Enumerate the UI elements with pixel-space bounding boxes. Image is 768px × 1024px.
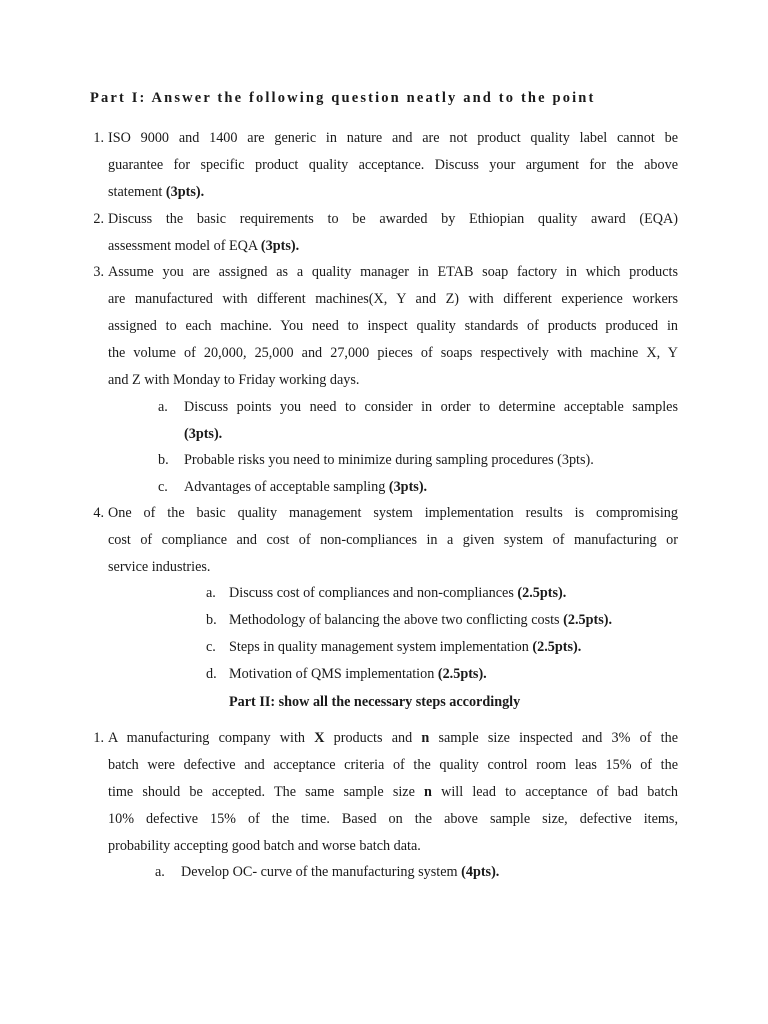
sub-question-letter: b. — [158, 452, 169, 468]
question-text: A manufacturing company with — [108, 730, 315, 746]
points-label: (3pts). — [388, 479, 428, 495]
question-line — [108, 179, 678, 206]
question-3a — [158, 394, 678, 448]
points-label: (3pts). — [165, 184, 205, 200]
points-label: (2.5pts). — [517, 585, 567, 601]
question-4a — [206, 580, 678, 607]
sub-question-line: Probable risks you need to minimize during sampling procedures (3pts). — [184, 452, 594, 468]
points-label: (3pts). — [260, 238, 300, 254]
variable-n: n — [424, 784, 432, 800]
question-line: One of the basic quality management system implementation results is compromising — [108, 505, 678, 521]
sub-question-letter: a. — [158, 399, 168, 415]
sub-question-line — [229, 580, 678, 607]
sub-question-text: Discuss cost of compliances and non-compliances — [229, 585, 518, 601]
question-line: batch were defective and acceptance criteria of the quality control room leas 15% of the — [108, 757, 678, 773]
question-4b — [206, 607, 678, 634]
sub-question-line — [229, 634, 678, 661]
variable-n: n — [421, 730, 430, 746]
question-line — [108, 779, 678, 806]
question-text: sample size inspected and 3% of the — [429, 730, 679, 746]
sub-question-letter: c. — [206, 639, 216, 655]
sub-question-letter: d. — [206, 666, 217, 682]
question-number: 1. — [93, 130, 104, 146]
sub-question-line — [184, 421, 678, 448]
question-1 — [93, 125, 678, 206]
sub-question-text: Develop OC- curve of the manufacturing system — [181, 864, 462, 880]
variable-x: X — [314, 730, 325, 746]
question-line — [108, 725, 678, 752]
part2-question-1 — [93, 725, 679, 860]
sub-question-letter: b. — [206, 612, 217, 628]
points-label: (3pts). — [184, 426, 223, 442]
question-line: and Z with Monday to Friday working days. — [108, 372, 360, 388]
question-text: time should be accepted. The same sample size — [108, 784, 425, 800]
part1-heading: Part I: Answer the following question neatly and to the point — [90, 90, 596, 106]
question-line: ISO 9000 and 1400 are generic in nature and are not product quality label cannot be — [108, 130, 678, 146]
question-3b — [158, 447, 678, 474]
question-line: Discuss the basic requirements to be awarded by Ethiopian quality award (EQA) — [108, 211, 678, 227]
part2-question-1a — [155, 859, 675, 886]
sub-question-line: Discuss points you need to consider in order to determine acceptable samples — [184, 399, 678, 415]
sub-question-letter: a. — [206, 585, 216, 601]
question-text: will lead to acceptance of bad batch — [431, 784, 678, 800]
question-line: service industries. — [108, 559, 211, 575]
sub-question-line — [181, 859, 675, 886]
question-line: cost of compliance and cost of non-compliances in a given system of manufacturing or — [108, 532, 678, 548]
sub-question-text: Methodology of balancing the above two conflicting costs — [229, 612, 564, 628]
sub-question-line — [229, 607, 678, 634]
question-text: products and — [324, 730, 422, 746]
question-line: are manufactured with different machines(X, Y and Z) with different experience workers — [108, 291, 678, 307]
question-3 — [93, 259, 678, 394]
question-line — [108, 233, 678, 260]
question-text: assessment model of EQA — [108, 238, 261, 254]
sub-question-line — [184, 474, 678, 501]
question-line: the volume of 20,000, 25,000 and 27,000 pieces of soaps respectively with machine X, Y — [108, 345, 678, 361]
question-line: 10% defective 15% of the time. Based on the above sample size, defective items, — [108, 811, 678, 827]
points-label: (2.5pts). — [532, 639, 582, 655]
part2-heading: Part II: show all the necessary steps accordingly — [229, 694, 521, 710]
question-line: guarantee for specific product quality acceptance. Discuss your argument for the above — [108, 157, 678, 173]
question-text: statement — [108, 184, 166, 200]
sub-question-letter: a. — [155, 864, 165, 880]
question-line: Assume you are assigned as a quality manager in ETAB soap factory in which products — [108, 264, 678, 280]
sub-question-line — [229, 661, 678, 688]
sub-question-letter: c. — [158, 479, 168, 495]
points-label: (2.5pts). — [563, 612, 612, 628]
question-line: probability accepting good batch and worse batch data. — [108, 838, 421, 854]
question-2 — [93, 206, 678, 260]
question-3c — [158, 474, 678, 501]
question-line: assigned to each machine. You need to inspect quality standards of products produced in — [108, 318, 678, 334]
points-label: (2.5pts). — [437, 666, 487, 682]
points-label: (4pts). — [461, 864, 500, 880]
sub-question-text: Motivation of QMS implementation — [229, 666, 438, 682]
question-4 — [93, 500, 678, 581]
question-number: 4. — [93, 505, 104, 521]
question-number: 2. — [93, 211, 104, 227]
question-number: 1. — [93, 730, 104, 746]
question-4c — [206, 634, 678, 661]
question-number: 3. — [93, 264, 104, 280]
sub-question-text: Advantages of acceptable sampling — [184, 479, 389, 495]
sub-question-text: Steps in quality management system implementation — [229, 639, 533, 655]
question-4d — [206, 661, 678, 688]
